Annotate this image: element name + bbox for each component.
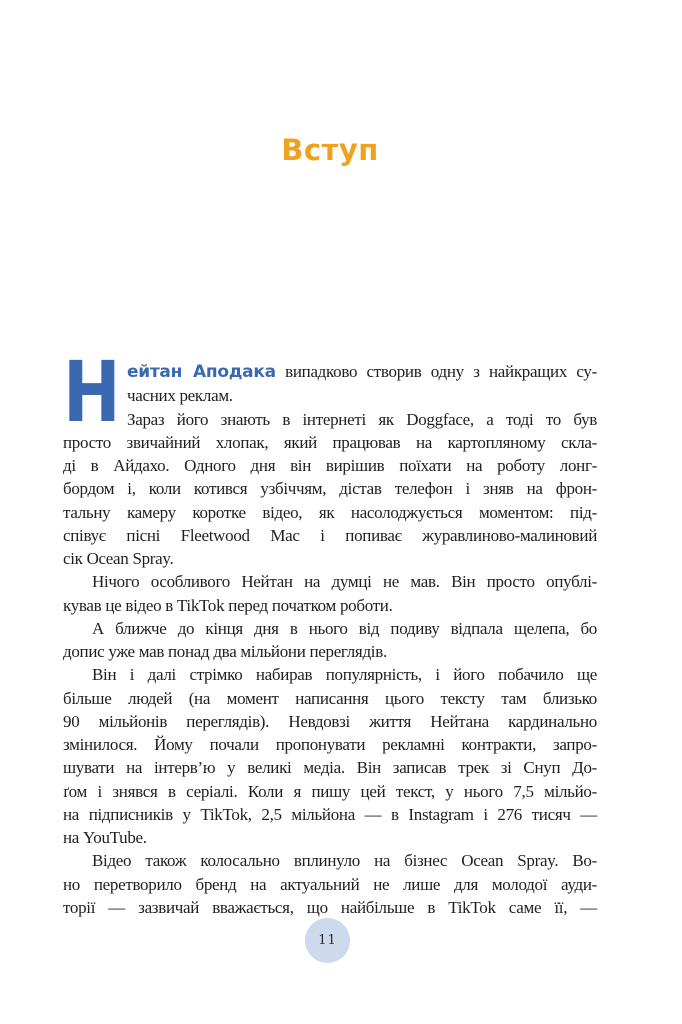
page-number: 11 [318, 933, 337, 948]
body-line: сік Ocean Spray. [63, 549, 174, 568]
body-line: А ближче до кінця дня в нього від подиву відпала щелепа, бо [92, 618, 597, 638]
body-line: просто звичайний хлопак, який працював на картопляному скла- [63, 432, 597, 452]
page-number-badge [305, 918, 350, 963]
body-line: шувати на інтерв’ю у великі медіа. Він записав трек зі Снуп До- [63, 758, 597, 778]
body-line: змінилося. Йому почали пропонувати рекламні контракти, запро- [63, 735, 597, 754]
body-line: допис уже мав понад два мільйони переглядів. [63, 642, 387, 661]
body-line: бордом і, коли котився узбіччям, дістав телефон і зняв на фрон- [63, 479, 597, 499]
body-line: співує пісні Fleetwood Mac і попиває журавлиново-малиновий [63, 525, 597, 545]
lead-person-name: ейтан Аподака [127, 362, 276, 382]
body-lines [63, 384, 597, 919]
dropcap-letter: Н [63, 343, 121, 441]
body-line: кував це відео в TikTok перед початком роботи. [63, 595, 393, 615]
body-line: торії — зазвичай вважається, що найбільше в TikTok саме її, — [63, 897, 597, 917]
body-line: Нічого особливого Нейтан на думці не мав. Він просто опублі- [92, 572, 597, 592]
body-line: Відео також колосально вплинуло на бізнес Ocean Spray. Во- [92, 851, 597, 871]
body-line: Він і далі стрімко набирав популярність, і його побачило ще [92, 665, 597, 685]
body-line: на підписників у TikTok, 2,5 мільйона — в Instagram і 276 тисяч — [63, 804, 597, 824]
body-line-lead [63, 360, 597, 384]
body-line: ґом і знявся в серіалі. Коли я пишу цей текст, у нього 7,5 мільйо- [63, 781, 597, 801]
chapter-title: Вступ [281, 133, 379, 167]
body-line: більше людей (на момент написання цього тексту там близько [63, 688, 597, 708]
body-line: Зараз його знають в інтернеті як Doggface, а тоді то був [127, 409, 597, 429]
body-line: 90 мільйонів переглядів). Невдовзі життя Нейтана кардинально [63, 711, 597, 731]
body-text-block [63, 343, 597, 919]
dropcap [63, 343, 121, 441]
body-line: но перетворило бренд на актуальний не лише для молодої ауди- [63, 874, 597, 894]
body-line: тальну камеру коротке відео, як насолоджується моментом: під- [63, 502, 597, 522]
body-line: часних реклам. [127, 386, 233, 406]
body-line: на YouTube. [63, 828, 147, 847]
body-line: ді в Айдахо. Одного дня він вирішив поїхати на роботу лонг- [63, 456, 597, 475]
lead-line-rest: випадково створив одну з найкращих су- [275, 362, 597, 381]
